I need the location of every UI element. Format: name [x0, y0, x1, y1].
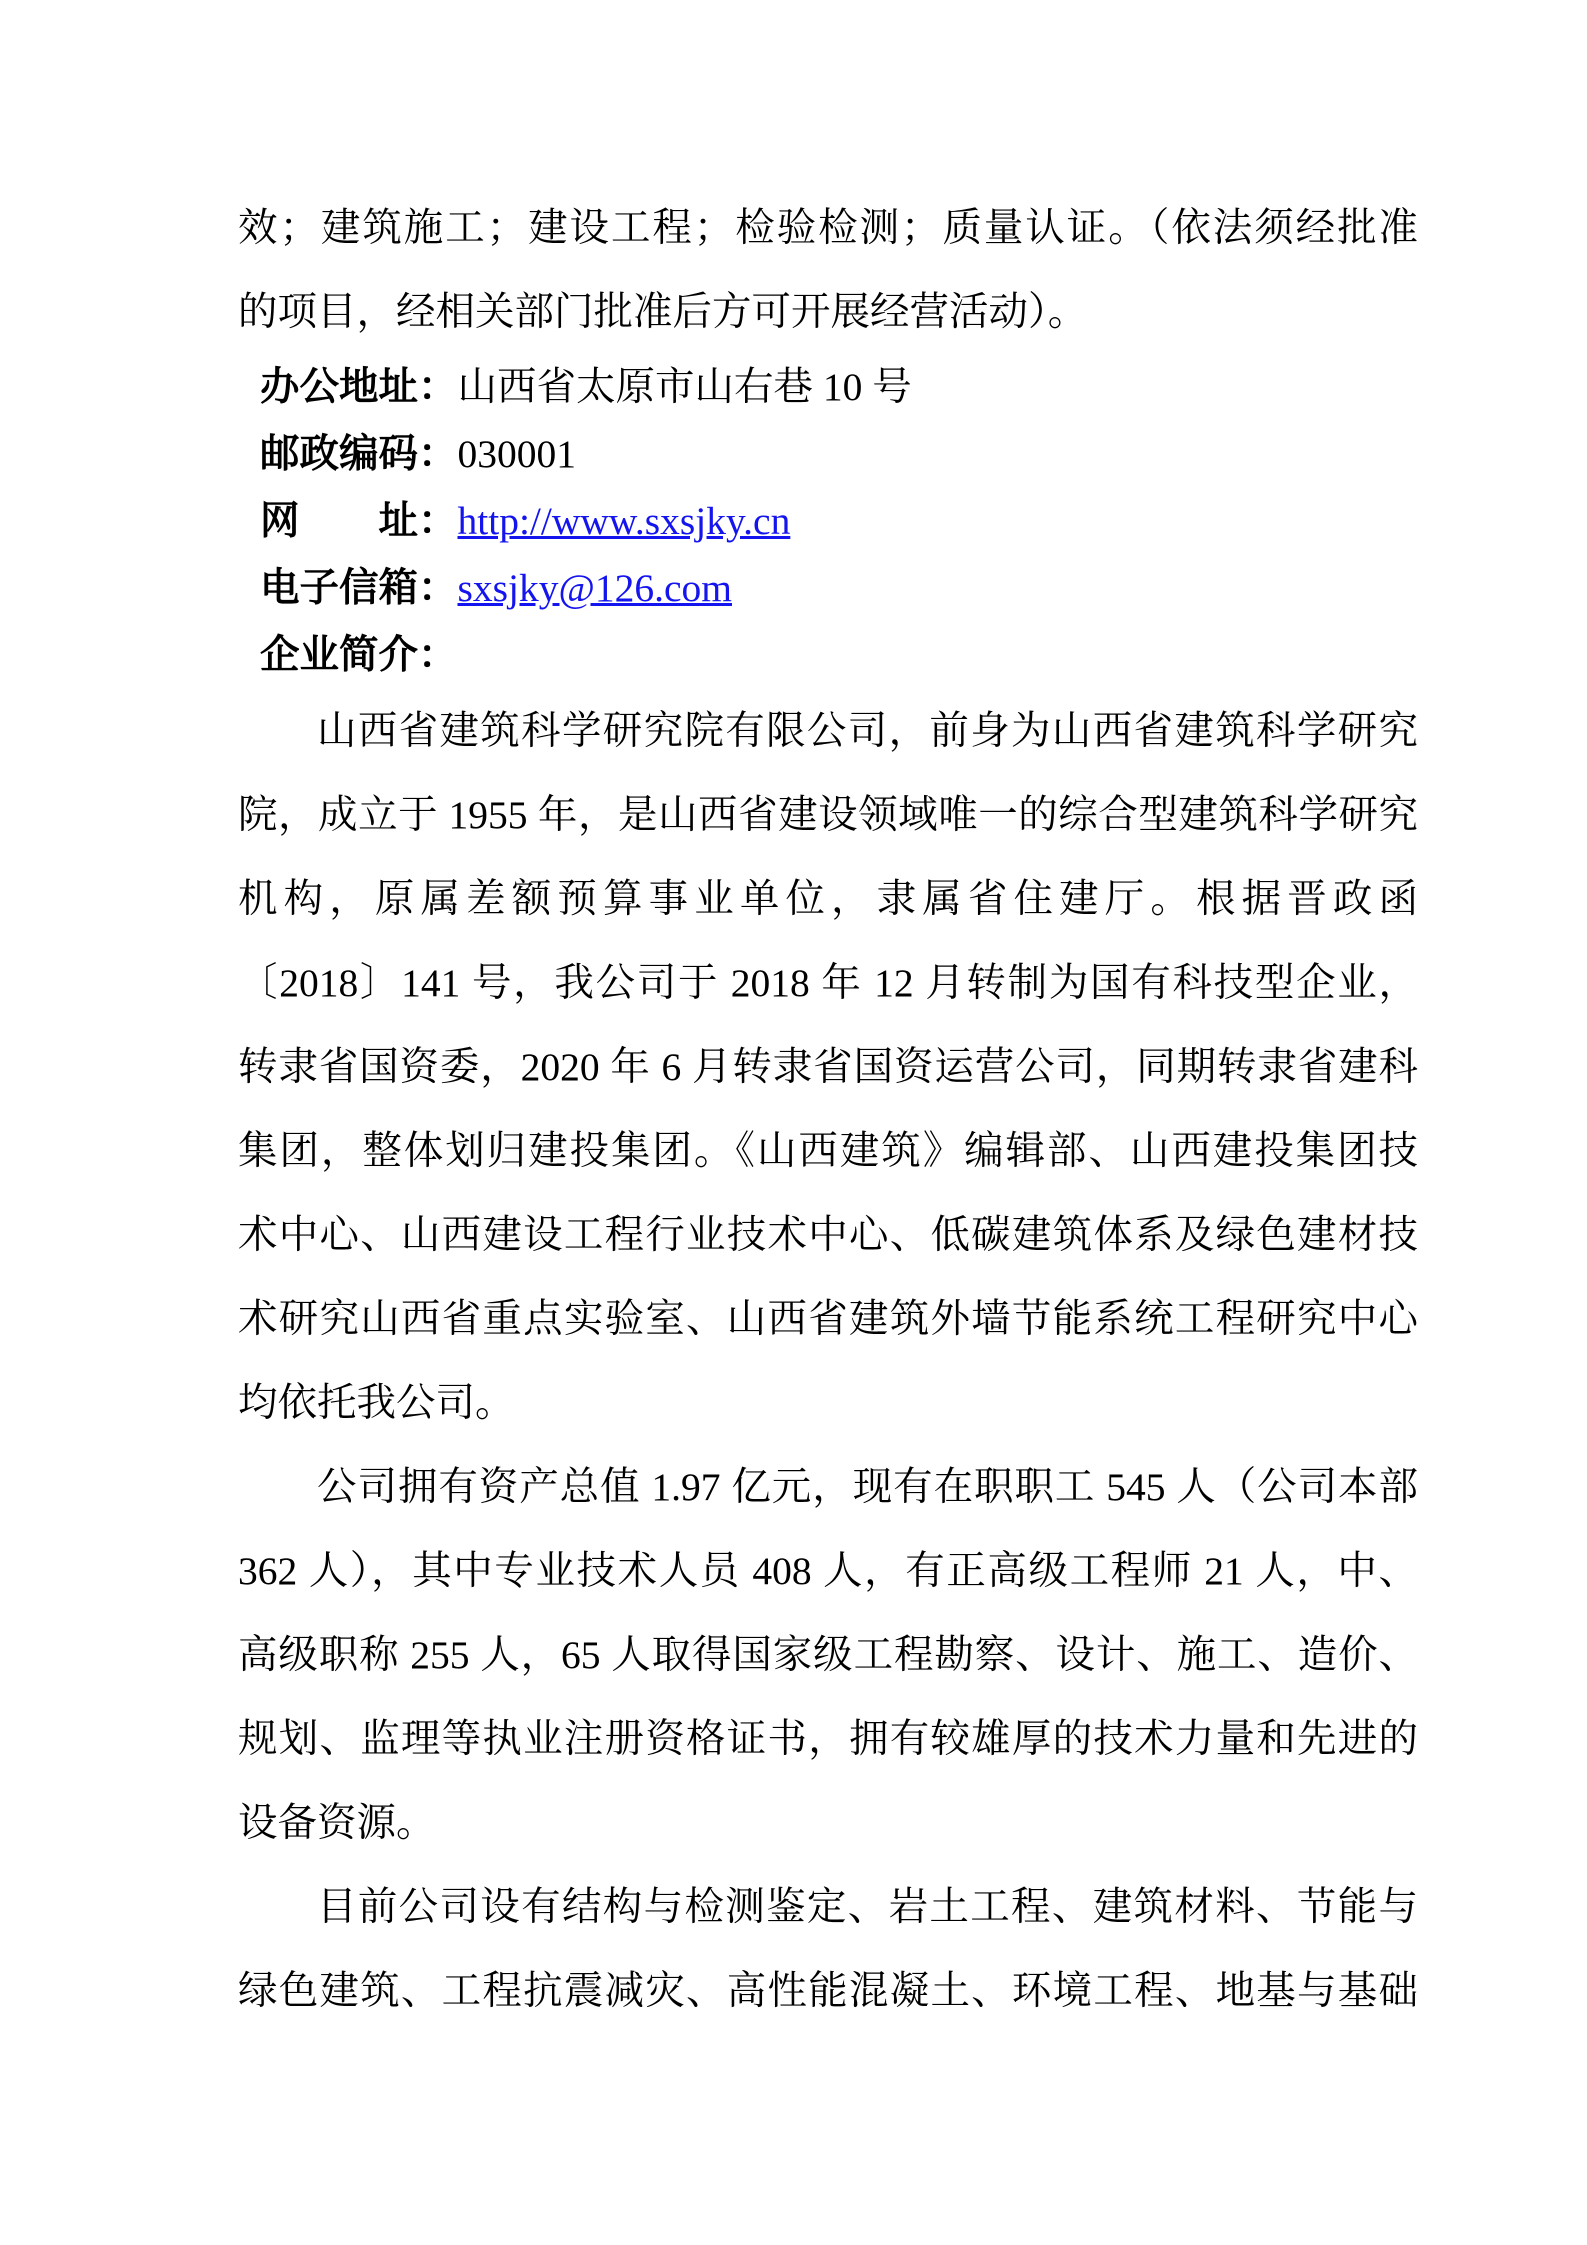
label-colon: ：	[418, 365, 458, 409]
company-intro-label: 企业简介	[260, 633, 418, 677]
body-text-line: 规划、监理等执业注册资格证书，拥有较雄厚的技术力量和先进的	[238, 1717, 1418, 1761]
email-link[interactable]: sxsjky@126.com	[457, 566, 732, 610]
contact-line-email	[238, 555, 1418, 622]
label-colon: ：	[418, 633, 458, 677]
contact-line-office-address	[238, 354, 1418, 421]
text-line: 效；建筑施工；建设工程；检验检测；质量认证。（依法须经批准	[238, 206, 1418, 250]
body-text-line: 术中心、山西建设工程行业技术中心、低碳建筑体系及绿色建材技	[238, 1213, 1418, 1257]
contact-line-website	[238, 488, 1418, 555]
contact-info-section	[238, 354, 1418, 689]
business-scope-paragraph	[238, 186, 1418, 354]
postal-code-value: 030001	[457, 432, 576, 476]
text-line: 的项目，经相关部门批准后方可开展经营活动）。	[238, 290, 1088, 334]
body-text-line: 院，成立于 1955 年，是山西省建设领域唯一的综合型建筑科学研究	[238, 793, 1418, 837]
label-colon: ：	[418, 432, 458, 476]
body-text-line: 转隶省国资委，2020 年 6 月转隶省国资运营公司，同期转隶省建科	[238, 1045, 1418, 1089]
contact-line-company-intro-heading	[238, 622, 1418, 689]
body-text-line: 山西省建筑科学研究院有限公司，前身为山西省建筑科学研究	[317, 709, 1418, 753]
body-text-line: 设备资源。	[238, 1801, 436, 1845]
body-text-line: 机构，原属差额预算事业单位，隶属省住建厅。根据晋政函	[238, 877, 1418, 921]
office-address-value: 山西省太原市山右巷 10 号	[457, 365, 912, 409]
office-address-label: 办公地址	[260, 365, 418, 409]
website-label: 网址	[260, 499, 418, 543]
label-colon: ：	[418, 499, 458, 543]
body-text-line: 362 人），其中专业技术人员 408 人，有正高级工程师 21 人，中、	[238, 1549, 1418, 1593]
body-text-line: 术研究山西省重点实验室、山西省建筑外墙节能系统工程研究中心	[238, 1297, 1418, 1341]
body-text-line: 均依托我公司。	[238, 1381, 515, 1425]
body-text-line: 绿色建筑、工程抗震减灾、高性能混凝土、环境工程、地基与基础	[238, 1969, 1418, 2013]
email-label: 电子信箱	[260, 566, 418, 610]
body-text-line: 〔2018〕141 号，我公司于 2018 年 12 月转制为国有科技型企业，	[238, 961, 1418, 1005]
body-text-line: 公司拥有资产总值 1.97 亿元，现有在职职工 545 人（公司本部	[317, 1465, 1418, 1509]
postal-code-label: 邮政编码	[260, 432, 418, 476]
body-text-line: 目前公司设有结构与检测鉴定、岩土工程、建筑材料、节能与	[317, 1885, 1418, 1929]
body-text-line: 集团，整体划归建投集团。《山西建筑》编辑部、山西建投集团技	[238, 1129, 1418, 1173]
website-link[interactable]: http://www.sxsjky.cn	[457, 499, 791, 543]
contact-line-postal-code	[238, 421, 1418, 488]
body-text-line: 高级职称 255 人，65 人取得国家级工程勘察、设计、施工、造价、	[238, 1633, 1418, 1677]
label-colon: ：	[418, 566, 458, 610]
company-intro-section	[238, 689, 1418, 2033]
